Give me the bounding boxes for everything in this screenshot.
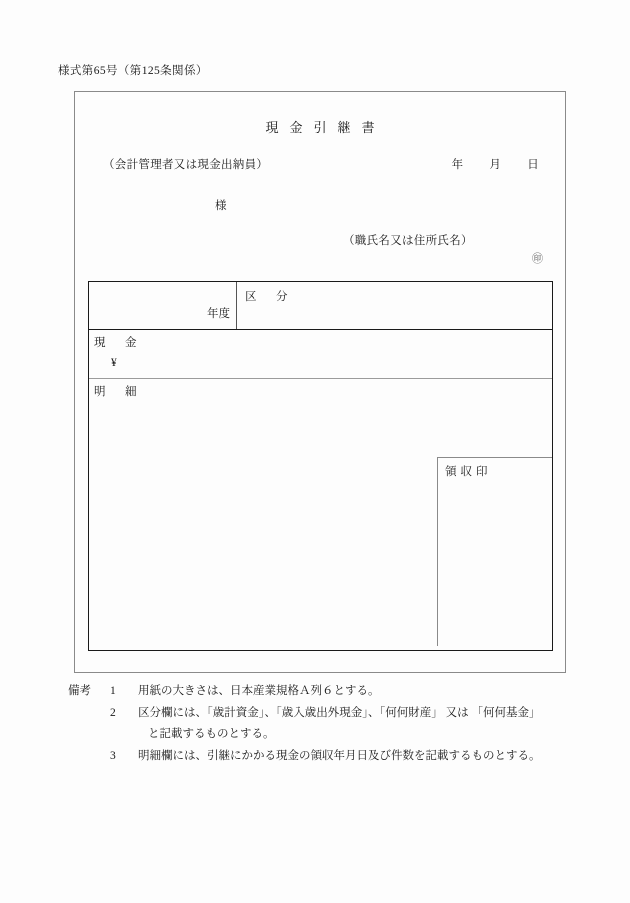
detail-row xyxy=(89,379,552,648)
cash-transfer-table xyxy=(88,281,553,651)
form-number-heading: 様式第65号（第125条関係） xyxy=(58,65,208,77)
date-year-label: 年 xyxy=(451,159,464,171)
table-header-row xyxy=(89,282,552,330)
cash-label: 現 金 xyxy=(94,337,141,349)
addressee-honorific: 様 xyxy=(215,200,227,212)
remarks-section xyxy=(68,681,608,767)
remarks-item xyxy=(68,703,608,725)
cash-amount-row xyxy=(89,330,552,379)
seal-stamp-icon: ㊞ xyxy=(532,253,543,265)
issuer-label: （会計管理者又は現金出納員） xyxy=(103,159,269,171)
form-outer-frame xyxy=(74,91,566,673)
remarks-title: 備考 xyxy=(68,685,91,697)
receipt-seal-label: 領収印 xyxy=(445,466,492,478)
remarks-text: 明細欄には、引継にかかる現金の領収年月日及び件数を記載するものとする。 xyxy=(138,749,541,762)
remarks-continuation: と記載するものとする。 xyxy=(148,728,275,740)
remarks-number: 3 xyxy=(110,749,116,762)
category-label: 区 分 xyxy=(245,291,292,303)
remarks-item xyxy=(68,681,608,703)
yen-symbol: ¥ xyxy=(111,357,117,369)
fiscal-year-cell xyxy=(89,282,237,329)
detail-label: 明 細 xyxy=(94,386,141,398)
document-title: 現金引継書 xyxy=(265,120,386,135)
remarks-number: 1 xyxy=(110,685,116,697)
remarks-item xyxy=(68,746,608,768)
receipt-seal-box xyxy=(437,457,552,646)
remarks-text: 用紙の大きさは、日本産業規格Ａ列６とする。 xyxy=(138,685,380,697)
remarks-text: 区分欄には、「歳計資金」、「歳入歳出外現金」、「何何財産」 又は 「何何基金」 xyxy=(138,706,541,719)
signature-label: （職氏名又は住所氏名） xyxy=(343,235,473,247)
category-cell xyxy=(237,282,552,329)
date-day-label: 日 xyxy=(527,159,539,171)
date-month-label: 月 xyxy=(489,159,502,171)
date-line xyxy=(452,156,539,172)
remarks-number: 2 xyxy=(110,706,116,719)
fiscal-year-label: 年度 xyxy=(207,308,230,320)
